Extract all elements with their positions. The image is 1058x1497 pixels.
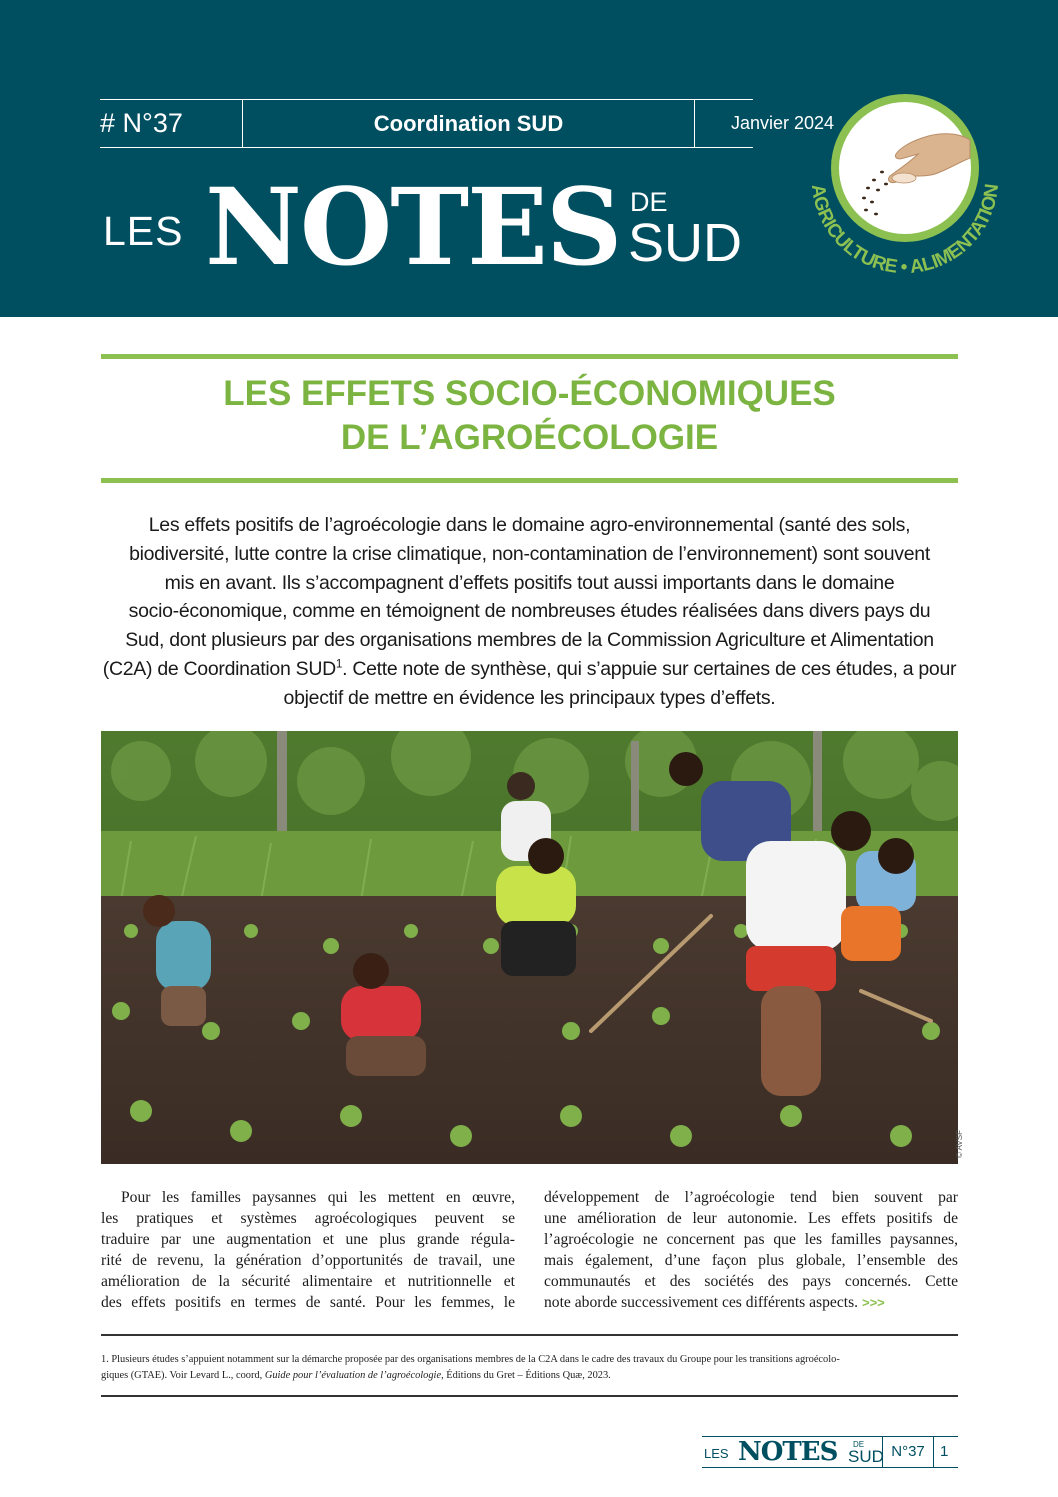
- lead-line: objectif de mettre en évidence les principaux types d’effets.: [283, 686, 776, 709]
- footnote-book-title: Guide pour l’évaluation de l’agroécologie: [264, 1370, 442, 1381]
- body-column-left: [101, 1187, 515, 1314]
- photo-women-farming-field: [101, 731, 958, 1164]
- body-line: amélioration de la sécurité alimentaire et nutritionnelle et: [101, 1273, 515, 1291]
- footnote-text: , Éditions du Gret – Éditions Quæ, 2023.: [441, 1370, 611, 1381]
- lead-line-text: . Cette note de synthèse, qui s’appuie sur certaines de ces études, a pour: [342, 657, 957, 680]
- lead-line: biodiversité, lutte contre la crise climatique, non-contamination de l’environnement) sont souvent: [129, 542, 930, 565]
- body-line-text: note aborde successivement ces différents aspects.: [544, 1294, 859, 1312]
- page-title: [101, 372, 958, 460]
- title-line-1: LES EFFETS SOCIO-ÉCONOMIQUES: [223, 374, 836, 413]
- issue-number: # N°37: [100, 108, 183, 138]
- footnote-ref: 1: [335, 657, 343, 671]
- title-rule-bottom: [101, 478, 958, 483]
- header-band: [0, 0, 1058, 317]
- body-line: les pratiques et systèmes agroécologiques peuvent se: [101, 1210, 515, 1228]
- body-line: rité de revenu, la génération d’opportunités de travail, une: [101, 1252, 515, 1270]
- footer-brand-de: DE: [853, 1440, 865, 1449]
- photo-credit: © AVSF: [955, 1130, 964, 1158]
- footer-brand-les: LES: [704, 1446, 729, 1461]
- brand-sud: SUD: [628, 213, 743, 273]
- continue-arrows[interactable]: >>>: [861, 1295, 885, 1311]
- body-line: communautés et des sociétés des pays concernés. Cette: [544, 1273, 958, 1291]
- footnote-text: giques (GTAE). Voir Levard L., coord,: [101, 1370, 265, 1381]
- badge-text: AGRICULTURE • ALIMENTATION: [806, 183, 1004, 279]
- lead-line: socio-économique, comme en témoignent de nombreuses études réalisées dans divers pays du: [128, 600, 931, 623]
- lead-line-text: (C2A) de Coordination SUD: [102, 657, 336, 680]
- brand-de: DE: [630, 187, 668, 217]
- footnote-line-1: 1. Plusieurs études s’appuient notamment sur la démarche proposée par des organisations membres de la C2A dans le cadre des travaux du Groupe pour les transitions agroécolo-: [101, 1354, 840, 1365]
- lead-line: [101, 655, 958, 684]
- lead-paragraph: [101, 511, 958, 713]
- page-footer: [702, 1436, 958, 1468]
- brand-notes: NOTES: [205, 164, 621, 289]
- body-line: traduire par une augmentation et une plus grande régula-: [101, 1231, 515, 1249]
- footnote-rule-top: [101, 1334, 958, 1336]
- issue-date: Janvier 2024: [731, 113, 835, 133]
- body-line: mais également, d’une façon plus globale, l’ensemble des: [544, 1252, 958, 1270]
- title-rule-top: [101, 354, 958, 359]
- issue-bar: [100, 99, 835, 148]
- body-line: Pour les familles paysannes qui les mettent en œuvre,: [121, 1189, 515, 1206]
- body-line: une amélioration de leur autonomie. Les effets positifs de: [544, 1210, 958, 1228]
- body-line: [544, 1292, 958, 1313]
- lead-line: Les effets positifs de l’agroécologie dans le domaine agro-environnemental (santé des sols,: [148, 514, 911, 536]
- footnote-line-2: [101, 1368, 958, 1384]
- footer-brand-sud: SUD: [848, 1447, 884, 1466]
- agriculture-alimentation-badge-icon: [798, 92, 1012, 282]
- lead-line: Sud, dont plusieurs par des organisations membres de la Commission Agriculture et Alimentation: [125, 629, 934, 652]
- footnote-rule-bottom: [101, 1395, 958, 1397]
- footer-issue-number: N°37: [882, 1437, 934, 1467]
- body-line: développement de l’agroécologie tend bien souvent par: [544, 1189, 958, 1206]
- footnote: [101, 1352, 958, 1384]
- body-column-right: [544, 1187, 958, 1314]
- lead-line: mis en avant. Ils s’accompagnent d’effets positifs tout aussi importants dans le domaine: [164, 571, 895, 594]
- body-line: des effets positifs en termes de santé. Pour les femmes, le: [101, 1294, 515, 1312]
- title-line-2: DE L’AGROÉCOLOGIE: [340, 418, 719, 457]
- page-number: 1: [940, 1443, 949, 1460]
- publisher-name: Coordination SUD: [242, 100, 695, 147]
- body-line: l’agroécologie ne concernent pas que les familles paysannes,: [544, 1231, 958, 1249]
- footer-brand-notes: NOTES: [738, 1437, 838, 1467]
- brand-les: LES: [103, 208, 184, 254]
